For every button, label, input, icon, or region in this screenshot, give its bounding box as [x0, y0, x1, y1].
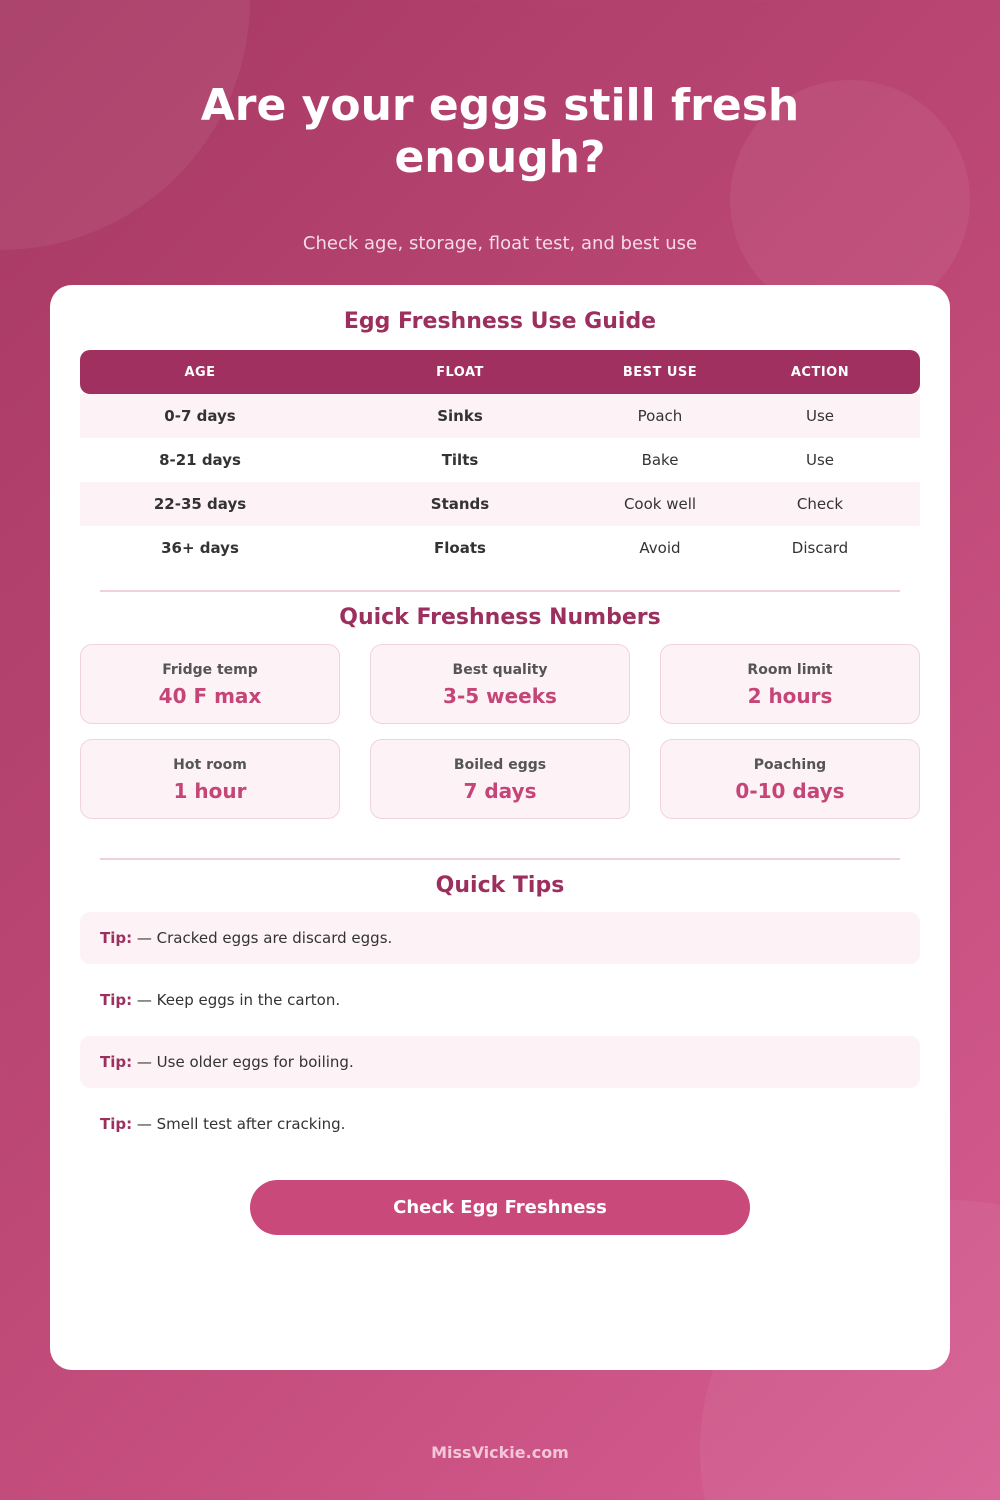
cell-age: 0-7 days — [80, 394, 320, 438]
stat-label: Boiled eggs — [453, 757, 547, 773]
stat-card-room-limit — [660, 644, 920, 724]
numbers-title: Quick Freshness Numbers — [339, 605, 661, 630]
stat-label: Poaching — [753, 757, 827, 773]
tip-prefix: Tip: — [100, 1053, 133, 1071]
footer-site-name: MissVickie.com — [431, 1443, 569, 1462]
cell-action: Check — [720, 482, 920, 526]
guide-card — [50, 285, 950, 1370]
cell-best-use: Poach — [600, 394, 720, 438]
tip-item — [80, 912, 920, 964]
tip-text: — Smell test after cracking. — [136, 1115, 346, 1133]
cell-float: Stands — [320, 482, 600, 526]
stat-value: 7 days — [463, 779, 537, 803]
cell-action: Discard — [720, 526, 920, 570]
stat-value: 40 F max — [158, 684, 262, 708]
stat-label: Room limit — [747, 662, 833, 678]
tips-title: Quick Tips — [435, 873, 565, 898]
stat-card-boiled-eggs — [370, 739, 630, 819]
guide-title: Egg Freshness Use Guide — [343, 309, 657, 334]
column-header-action: ACTION — [720, 350, 920, 394]
tip-item — [80, 1098, 920, 1150]
cell-age: 36+ days — [80, 526, 320, 570]
cell-best-use: Avoid — [600, 526, 720, 570]
column-header-float: FLOAT — [320, 350, 600, 394]
stat-card-poaching — [660, 739, 920, 819]
cell-best-use: Cook well — [600, 482, 720, 526]
cell-age: 8-21 days — [80, 438, 320, 482]
column-header-age: AGE — [80, 350, 320, 394]
hero-subtitle: Check age, storage, float test, and best use — [302, 233, 698, 254]
table-header-row — [80, 350, 920, 394]
cell-float: Tilts — [320, 438, 600, 482]
tip-text: — Keep eggs in the carton. — [136, 991, 341, 1009]
check-egg-freshness-button[interactable]: Check Egg Freshness — [250, 1180, 750, 1235]
stat-card-hot-room — [80, 739, 340, 819]
table-row — [80, 438, 920, 482]
cell-best-use: Bake — [600, 438, 720, 482]
tip-item — [80, 974, 920, 1026]
column-header-best-use: BEST USE — [600, 350, 720, 394]
stat-label: Fridge temp — [162, 662, 258, 678]
stat-value: 1 hour — [173, 779, 247, 803]
stat-value: 3-5 weeks — [443, 684, 557, 708]
cell-float: Sinks — [320, 394, 600, 438]
cell-action: Use — [720, 394, 920, 438]
section-divider — [100, 590, 900, 592]
cell-action: Use — [720, 438, 920, 482]
cell-age: 22-35 days — [80, 482, 320, 526]
table-row — [80, 526, 920, 570]
tip-prefix: Tip: — [100, 991, 133, 1009]
tip-prefix: Tip: — [100, 1115, 133, 1133]
section-divider — [100, 858, 900, 860]
tip-text: — Cracked eggs are discard eggs. — [136, 929, 393, 947]
tip-text: — Use older eggs for boiling. — [136, 1053, 354, 1071]
cell-float: Floats — [320, 526, 600, 570]
table-row — [80, 394, 920, 438]
hero-title: Are your eggs still fresh enough? — [200, 80, 800, 183]
table-row — [80, 482, 920, 526]
stat-label: Hot room — [173, 757, 247, 773]
stat-label: Best quality — [452, 662, 548, 678]
stat-card-best-quality — [370, 644, 630, 724]
stat-value: 2 hours — [747, 684, 833, 708]
stat-value: 0-10 days — [735, 779, 845, 803]
tip-prefix: Tip: — [100, 929, 133, 947]
freshness-table — [80, 350, 920, 570]
tip-item — [80, 1036, 920, 1088]
stat-card-fridge-temp — [80, 644, 340, 724]
